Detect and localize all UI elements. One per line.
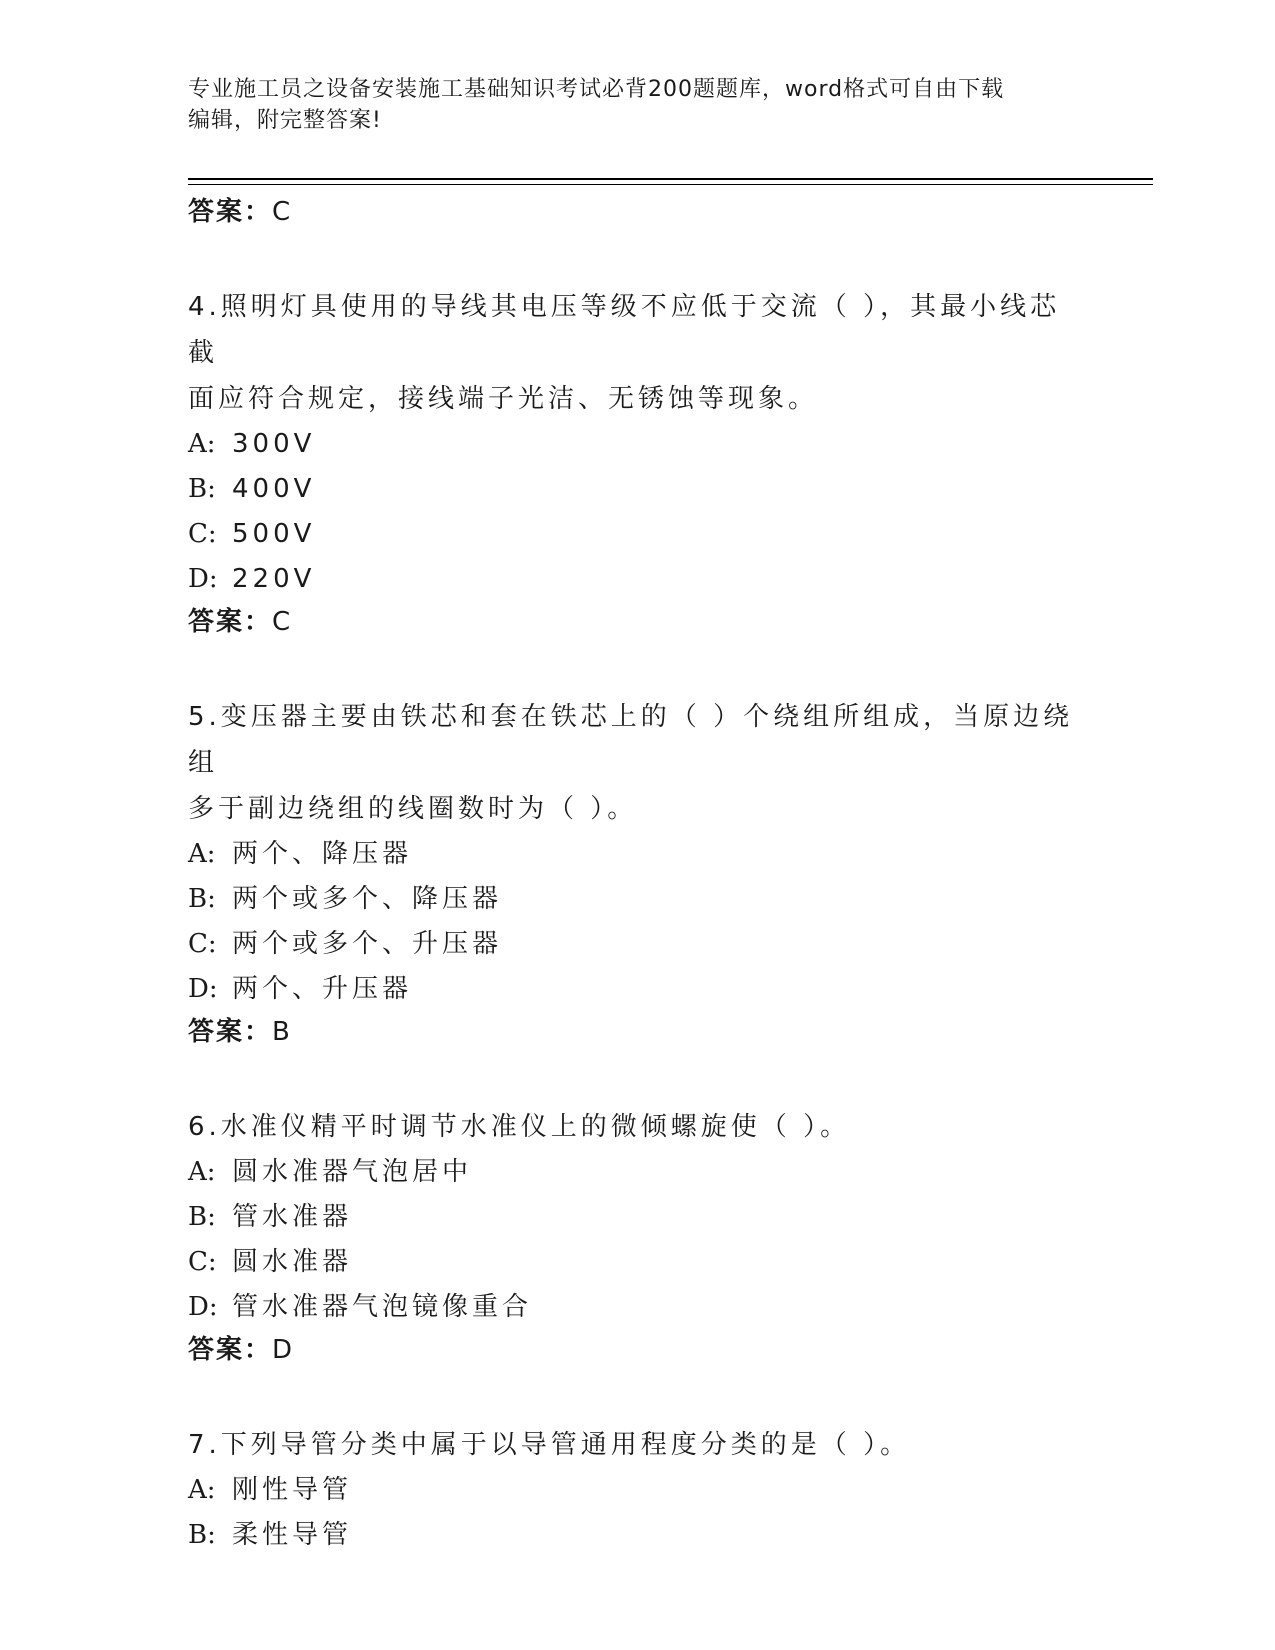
option-key: D: [188, 564, 218, 594]
header-title-line-1: 专业施工员之设备安装施工基础知识考试必背200题题库，word格式可自由下载 [188, 77, 1005, 102]
option-key: D: [188, 1292, 218, 1322]
question-block [188, 1422, 1088, 1558]
option-text: 管水准器气泡镜像重合 [232, 1292, 533, 1322]
option-a [188, 1468, 1088, 1513]
answer-label: 答案： [188, 197, 273, 227]
option-text: 柔性导管 [232, 1520, 353, 1550]
answer-line [188, 192, 1088, 232]
answer-value: D [272, 1335, 295, 1365]
question-block [188, 694, 1088, 1052]
document-header [188, 74, 1068, 136]
answer-line [188, 1330, 1088, 1370]
question-text: 4.照明灯具使用的导线其电压等级不应低于交流（ ），其最小线芯截 [188, 292, 1061, 368]
option-b [188, 1195, 1088, 1240]
option-text: 300V [232, 429, 316, 459]
option-key: B: [188, 474, 216, 504]
answer-line [188, 602, 1088, 642]
option-key: B: [188, 1202, 216, 1232]
header-divider-thin [188, 184, 1153, 185]
header-divider-thick [188, 178, 1153, 180]
option-b [188, 877, 1088, 922]
option-key: B: [188, 884, 216, 914]
question-block [188, 1104, 1088, 1370]
question-text-continued: 面应符合规定，接线端子光洁、无锈蚀等现象。 [188, 384, 819, 414]
option-text: 两个、升压器 [232, 974, 413, 1004]
question-text-continued: 多于副边绕组的线圈数时为（ ）。 [188, 794, 638, 824]
option-key: A: [188, 1475, 216, 1505]
option-text: 两个或多个、升压器 [232, 929, 503, 959]
option-a [188, 1150, 1088, 1195]
option-key: A: [188, 429, 216, 459]
option-d [188, 967, 1088, 1012]
option-text: 两个或多个、降压器 [232, 884, 503, 914]
option-text: 500V [232, 519, 316, 549]
option-text: 管水准器 [232, 1202, 353, 1232]
option-text: 400V [232, 474, 316, 504]
option-b [188, 467, 1088, 512]
option-text: 圆水准器气泡居中 [232, 1157, 473, 1187]
header-title-line-2: 编辑，附完整答案! [188, 108, 382, 133]
answer-label: 答案： [188, 1335, 273, 1365]
answer-label: 答案： [188, 1017, 273, 1047]
option-a [188, 422, 1088, 467]
option-key: D: [188, 974, 218, 1004]
option-key: C: [188, 519, 217, 549]
option-key: C: [188, 929, 217, 959]
answer-value: B [272, 1017, 292, 1047]
question-text: 6.水准仪精平时调节水准仪上的微倾螺旋使（ ）。 [188, 1112, 851, 1142]
option-d [188, 557, 1088, 602]
answer-value: C [272, 197, 293, 227]
option-d [188, 1285, 1088, 1330]
option-text: 圆水准器 [232, 1247, 353, 1277]
option-text: 刚性导管 [232, 1475, 353, 1505]
option-c [188, 1240, 1088, 1285]
question-list [188, 192, 1088, 1558]
option-c [188, 922, 1088, 967]
question-block [188, 284, 1088, 642]
option-key: C: [188, 1247, 217, 1277]
question-text: 7.下列导管分类中属于以导管通用程度分类的是（ ）。 [188, 1430, 911, 1460]
option-a [188, 832, 1088, 877]
question-text: 5.变压器主要由铁芯和套在铁芯上的（ ）个绕组所组成，当原边绕组 [188, 702, 1074, 778]
option-c [188, 512, 1088, 557]
option-text: 两个、降压器 [232, 839, 413, 869]
option-key: A: [188, 1157, 216, 1187]
answer-value: C [272, 607, 293, 637]
answer-label: 答案： [188, 607, 273, 637]
option-key: A: [188, 839, 216, 869]
option-key: B: [188, 1520, 216, 1550]
answer-line [188, 1012, 1088, 1052]
option-text: 220V [232, 564, 316, 594]
option-b [188, 1513, 1088, 1558]
